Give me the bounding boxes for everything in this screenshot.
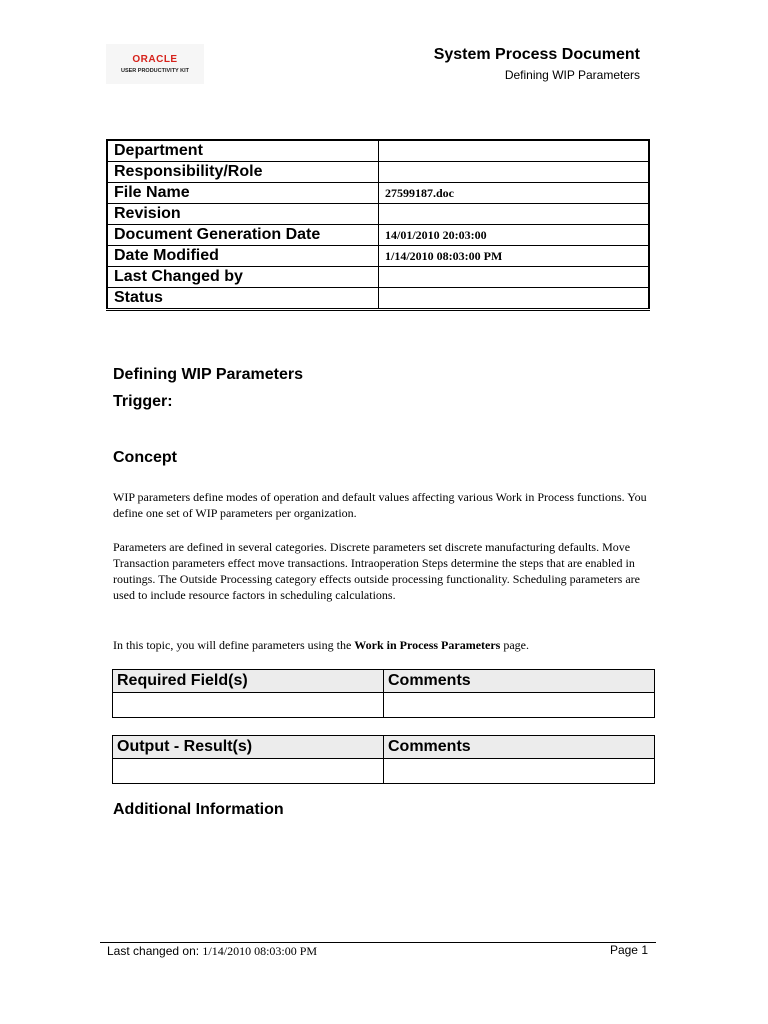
meta-label: Responsibility/Role bbox=[107, 162, 379, 183]
meta-label: Department bbox=[107, 140, 379, 162]
meta-value: 1/14/2010 08:03:00 PM bbox=[379, 246, 650, 267]
meta-value: 27599187.doc bbox=[379, 183, 650, 204]
table-cell bbox=[384, 759, 655, 784]
meta-label: Last Changed by bbox=[107, 267, 379, 288]
meta-value bbox=[379, 288, 650, 310]
meta-label: File Name bbox=[107, 183, 379, 204]
output-results-table bbox=[112, 735, 655, 784]
column-header: Required Field(s) bbox=[113, 670, 384, 693]
table-row bbox=[107, 267, 649, 288]
concept-paragraph-3 bbox=[113, 637, 653, 653]
table-cell bbox=[384, 693, 655, 718]
footer-last-changed bbox=[107, 944, 317, 959]
table-row bbox=[113, 759, 655, 784]
table-row bbox=[107, 288, 649, 310]
table-row bbox=[107, 204, 649, 225]
table-header-row bbox=[113, 670, 655, 693]
column-header: Output - Result(s) bbox=[113, 736, 384, 759]
meta-value: 14/01/2010 20:03:00 bbox=[379, 225, 650, 246]
logo-product: USER PRODUCTIVITY KIT bbox=[120, 68, 190, 74]
meta-label: Revision bbox=[107, 204, 379, 225]
footer-changed-date: 1/14/2010 08:03:00 PM bbox=[202, 944, 318, 958]
table-cell bbox=[113, 759, 384, 784]
section-title: Defining WIP Parameters bbox=[113, 366, 303, 383]
footer-page-number: Page 1 bbox=[609, 943, 648, 957]
column-header: Comments bbox=[384, 670, 655, 693]
logo-brand: ORACLE bbox=[132, 54, 178, 65]
oracle-upk-logo bbox=[106, 44, 204, 84]
trigger-label: Trigger: bbox=[113, 393, 173, 410]
meta-value bbox=[379, 140, 650, 162]
column-header: Comments bbox=[384, 736, 655, 759]
footer-changed-label: Last changed on: bbox=[107, 944, 203, 958]
paragraph-3-suffix: page. bbox=[500, 638, 530, 652]
required-fields-table bbox=[112, 669, 655, 718]
meta-value bbox=[379, 267, 650, 288]
table-row bbox=[113, 693, 655, 718]
table-row bbox=[107, 162, 649, 183]
document-title: System Process Document bbox=[433, 46, 640, 63]
document-metadata-table bbox=[106, 139, 650, 311]
footer-divider bbox=[100, 942, 656, 943]
table-cell bbox=[113, 693, 384, 718]
table-row bbox=[107, 183, 649, 204]
additional-info-heading: Additional Information bbox=[113, 801, 284, 818]
paragraph-3-prefix: In this topic, you will define parameters using the bbox=[113, 638, 355, 652]
table-row bbox=[107, 225, 649, 246]
page-name-emphasis: Work in Process Parameters bbox=[354, 638, 501, 652]
table-header-row bbox=[113, 736, 655, 759]
meta-value bbox=[379, 162, 650, 183]
table-row bbox=[107, 140, 649, 162]
meta-label: Date Modified bbox=[107, 246, 379, 267]
document-subtitle: Defining WIP Parameters bbox=[504, 68, 640, 82]
meta-value bbox=[379, 204, 650, 225]
concept-paragraph-1: WIP parameters define modes of operation and default values affecting various Work in Process functions. You define one set of WIP parameters per organization. bbox=[113, 490, 647, 520]
meta-label: Status bbox=[107, 288, 379, 310]
meta-label: Document Generation Date bbox=[107, 225, 379, 246]
table-row bbox=[107, 246, 649, 267]
concept-paragraph-2: Parameters are defined in several categories. Discrete parameters set discrete manufacturing defaults. Move Transaction parameters effect move transactions. Intraoperation Steps determine the steps that are enabled in routings. The Outside Processing category effects outside processing functionality. Scheduling parameters are used to include resource factors in scheduling calculations. bbox=[113, 540, 640, 602]
concept-heading: Concept bbox=[113, 449, 177, 466]
